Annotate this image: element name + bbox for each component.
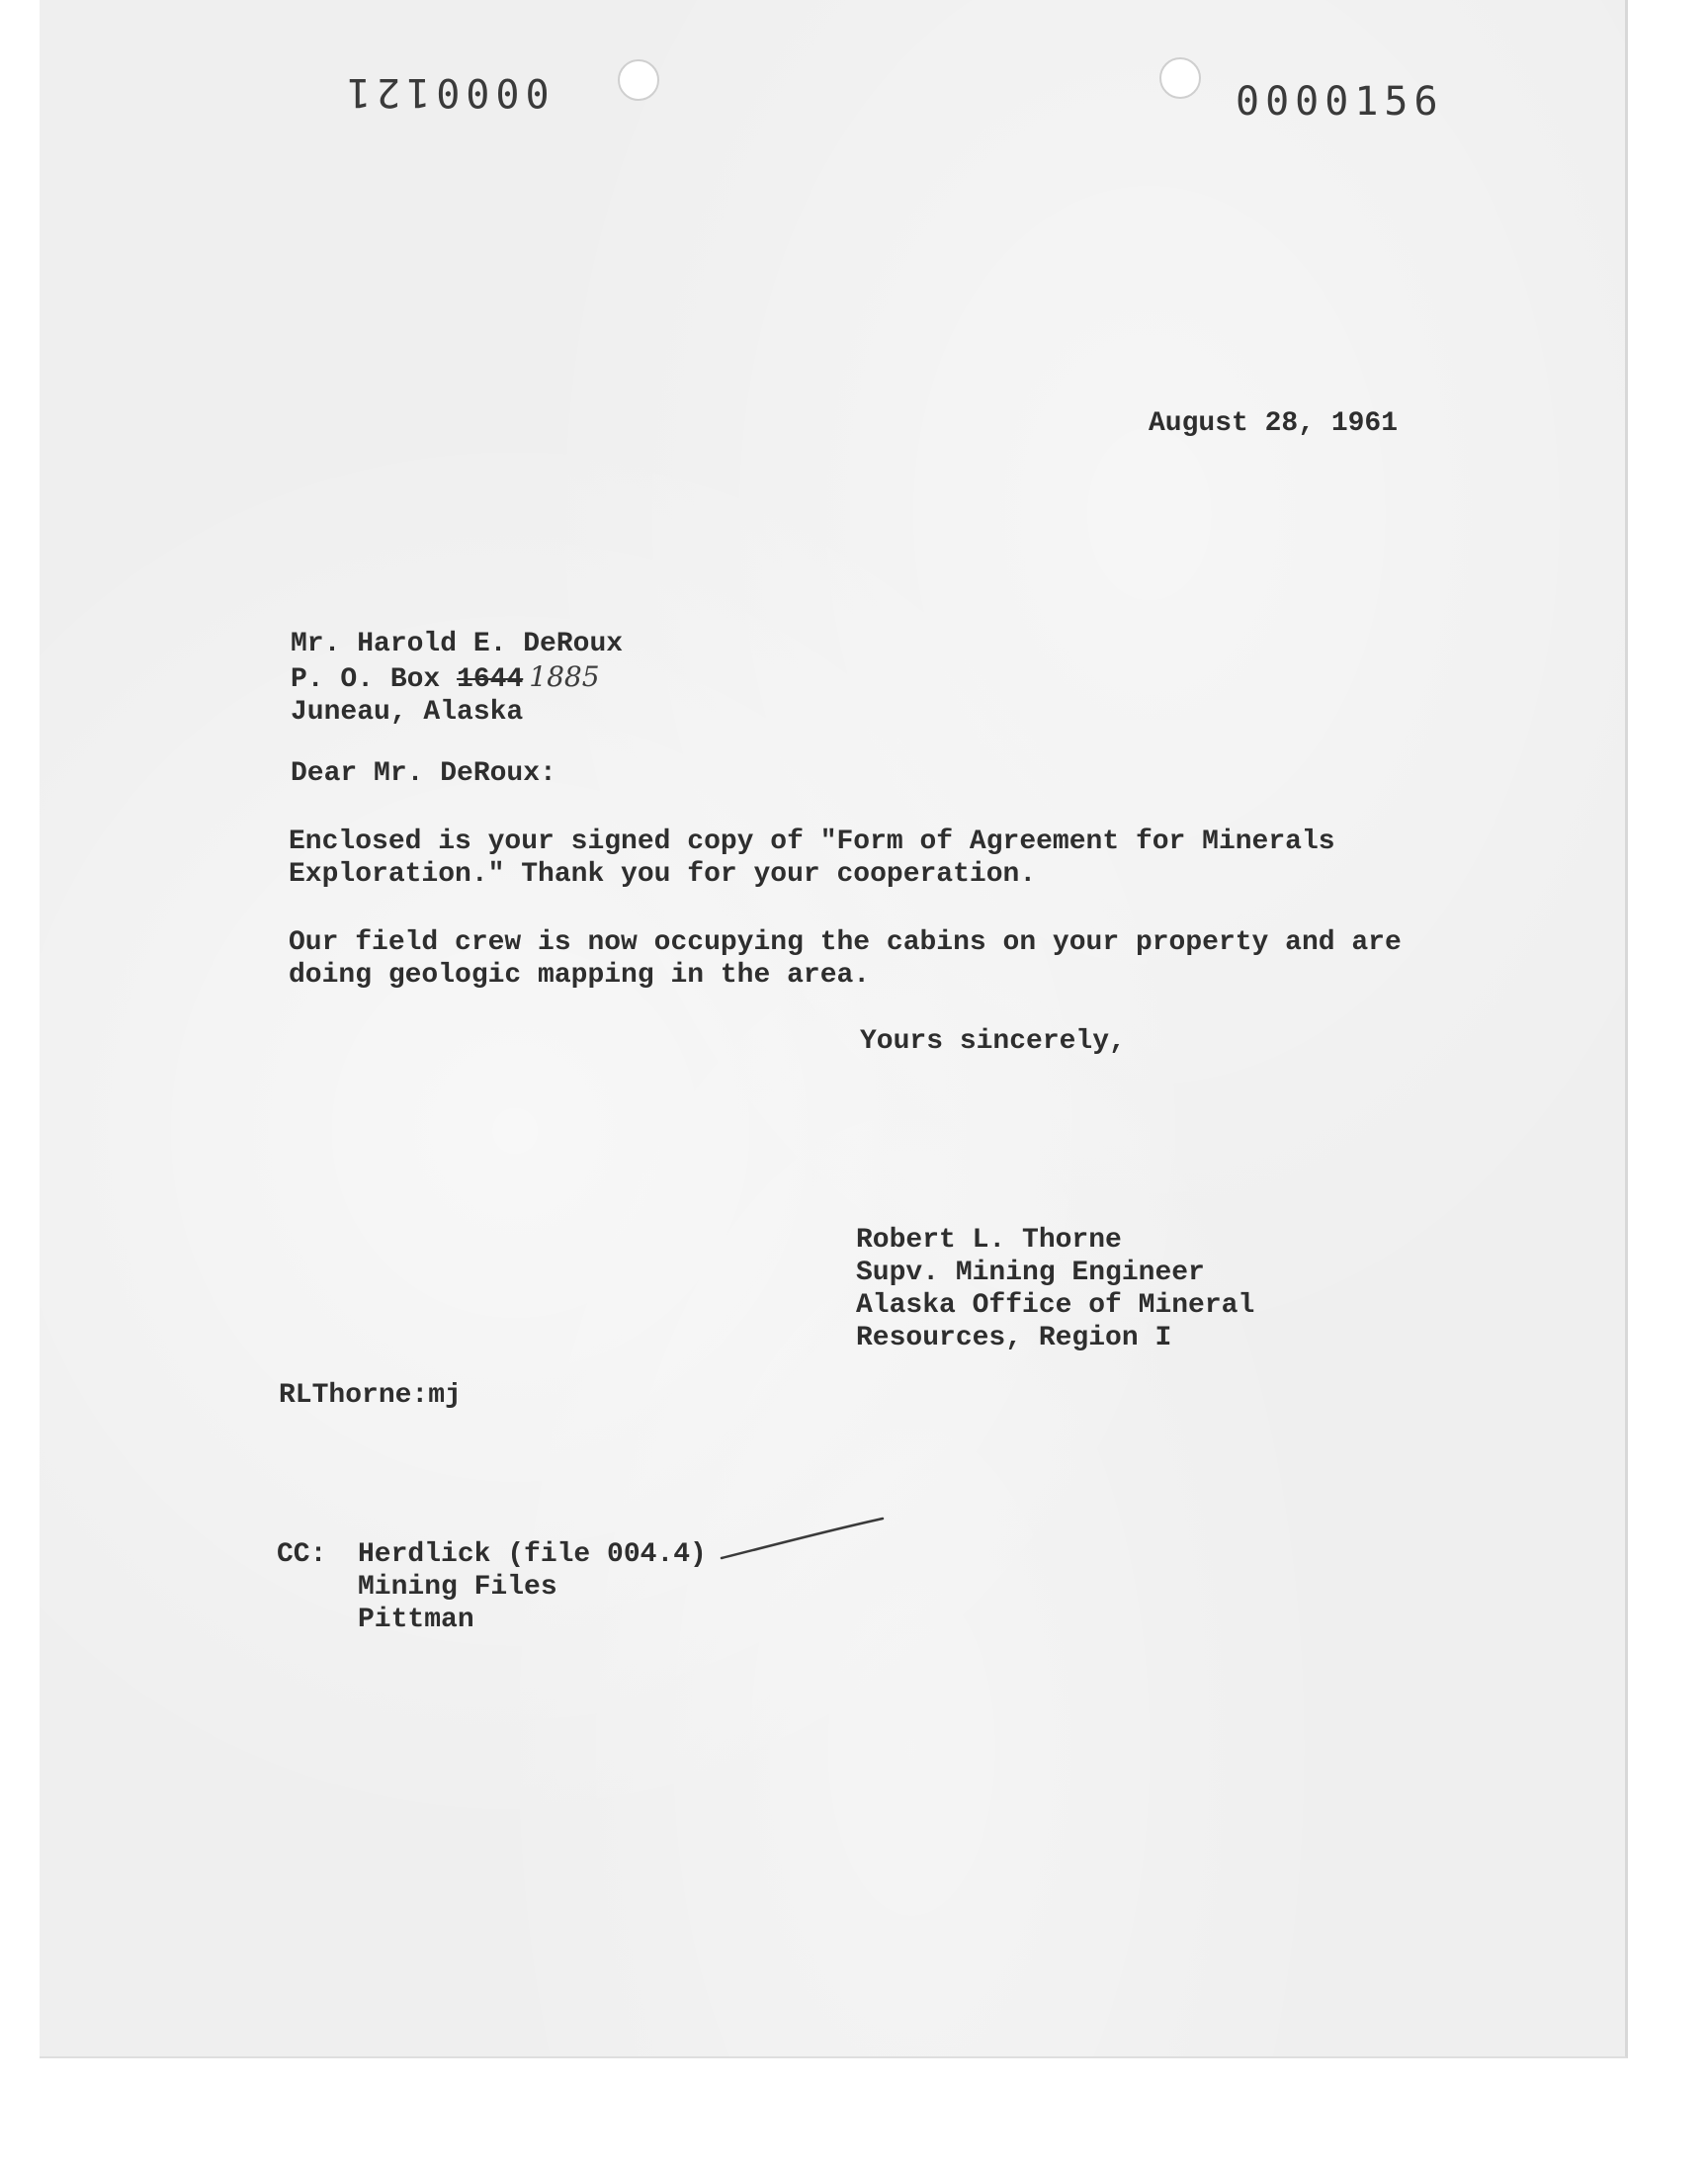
po-box-handwritten-number: 1885 <box>529 660 600 693</box>
paragraph-2 <box>289 926 1402 992</box>
paragraph-1-line-2: Exploration." Thank you for your cooperation. <box>289 859 1037 890</box>
cc-list <box>358 1538 707 1636</box>
paragraph-1-line-1: Enclosed is your signed copy of "Form of Agreement for Minerals <box>289 826 1335 857</box>
signer-name: Robert L. Thorne <box>856 1225 1122 1256</box>
cc-label: CC: <box>277 1539 327 1570</box>
recipient-address <box>291 628 623 729</box>
bates-stamp-right: 0000156 <box>1236 79 1444 125</box>
punch-hole-right <box>1159 57 1201 99</box>
bates-stamp-left: 0000121 <box>341 69 550 115</box>
cc-block <box>277 1538 707 1636</box>
recipient-city: Juneau, Alaska <box>291 697 524 728</box>
recipient-name: Mr. Harold E. DeRoux <box>291 629 624 659</box>
letter-date: August 28, 1961 <box>1149 408 1399 439</box>
document-sheet <box>40 0 1628 2058</box>
typist-initials: RLThorne:mj <box>279 1380 462 1411</box>
salutation: Dear Mr. DeRoux: <box>291 758 556 789</box>
recipient-po-box <box>291 660 623 696</box>
signer-title: Supv. Mining Engineer <box>856 1258 1205 1288</box>
closing: Yours sincerely, <box>860 1026 1126 1057</box>
cc-recipient: Herdlick (file 004.4) <box>358 1539 707 1570</box>
paragraph-2-line-2: doing geologic mapping in the area. <box>289 960 871 991</box>
po-box-struck-number: 1644 <box>457 664 524 695</box>
punch-hole-left <box>618 59 659 101</box>
po-box-prefix: P. O. Box <box>291 664 441 695</box>
paragraph-2-line-1: Our field crew is now occupying the cabins on your property and are <box>289 927 1402 958</box>
paragraph-1 <box>289 826 1335 891</box>
pen-stroke-mark <box>720 1513 888 1562</box>
signer-office: Alaska Office of Mineral <box>856 1290 1255 1321</box>
signature-block <box>856 1224 1254 1354</box>
cc-recipient: Pittman <box>358 1605 474 1635</box>
signer-region: Resources, Region I <box>856 1323 1172 1353</box>
cc-recipient: Mining Files <box>358 1572 557 1603</box>
